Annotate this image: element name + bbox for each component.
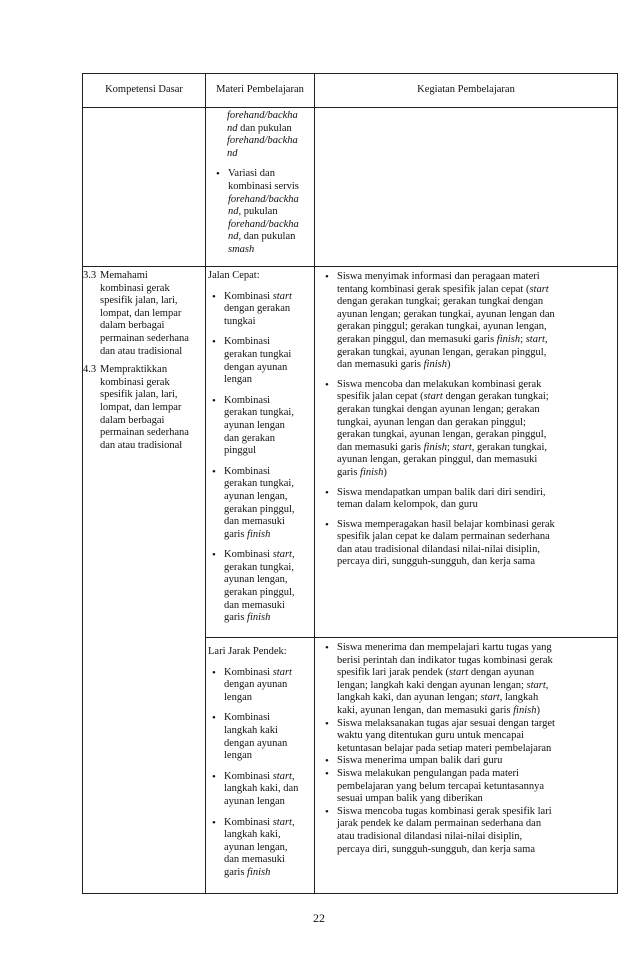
line: dalam berbagai	[100, 414, 165, 426]
line: kaki, ayunan lengan, dan memasuki garis finish)	[337, 704, 540, 716]
line: ayunan lengan,	[224, 490, 288, 502]
line: gerakan tungkai,	[224, 407, 294, 419]
materi-cell	[206, 267, 315, 638]
line: gerakan tungkai,	[224, 561, 294, 573]
kd-item	[83, 270, 205, 358]
line: Variasi dan	[228, 168, 275, 180]
materi-carry-text	[227, 110, 314, 160]
list-item	[210, 168, 314, 256]
line: gerakan pinggul,	[224, 503, 295, 515]
materi-cell	[206, 638, 315, 894]
line: gerakan tungkai, ayunan lengan, gerakan pinggul,	[337, 346, 547, 358]
line: permainan sederhana	[100, 332, 189, 344]
line: dan memasuki garis finish; start, gerakan tungkai,	[337, 441, 547, 453]
list-item: • Kombinasi start dengan ayunan lengan	[206, 667, 314, 705]
line: gerakan pinggul,	[224, 587, 295, 599]
line: dengan ayunan	[224, 737, 288, 749]
header-kompetensi: Kompetensi Dasar	[83, 74, 206, 108]
line: ayunan lengan,	[224, 841, 288, 853]
list-item	[319, 487, 613, 512]
line: kombinasi servis	[228, 180, 299, 192]
carry-line: nd	[227, 122, 238, 134]
line: Memahami	[100, 270, 148, 281]
carry-line: forehand/backha	[227, 135, 298, 147]
kd-text	[100, 270, 205, 358]
list-item	[319, 718, 613, 756]
line: Siswa menerima umpan balik dari guru	[337, 755, 503, 767]
list-item	[319, 642, 613, 718]
line: nd,	[228, 206, 242, 218]
line: Siswa memperagakan hasil belajar kombinasi gerak	[337, 518, 555, 530]
kegiatan-cell	[315, 267, 618, 638]
kd-text	[100, 364, 205, 452]
kd-cell	[83, 267, 206, 894]
line: ayunan lengan	[224, 419, 285, 431]
line: lengan; langkah kaki dengan ayunan lengan; start,	[337, 679, 549, 691]
line: spesifik lari jarak pendek (start dengan ayunan	[337, 667, 535, 679]
line: percaya diri, sungguh-sungguh, dan kerja sama	[337, 843, 535, 855]
line: lompat, dan lempar	[100, 401, 182, 413]
list-item	[319, 806, 613, 856]
list-item	[319, 755, 613, 768]
line: teman dalam kelompok, dan guru	[337, 499, 478, 511]
line: gerakan tungkai	[224, 348, 292, 360]
line: nd,	[228, 231, 242, 243]
line: ketuntasan belajar pada setiap materi pembelajaran	[337, 742, 552, 754]
line: lengan	[224, 750, 252, 762]
line: dengan ayunan	[224, 679, 288, 691]
line: ayunan lengan, gerakan pinggul, dan memasuki	[337, 454, 538, 466]
line: dengan gerakan	[224, 303, 291, 315]
line: kombinasi gerak	[100, 282, 170, 294]
line: dan atau tradisional dilandasi nilai-nilai disiplin,	[337, 543, 540, 555]
line: dan atau tradisional	[100, 345, 183, 357]
line: langkah kaki, dan ayunan lengan; start, langkah	[337, 692, 539, 704]
line: dan memasuki	[224, 599, 285, 611]
line: tungkai	[224, 315, 256, 327]
carry-line: dan pukulan	[237, 122, 292, 134]
list-item	[206, 395, 314, 458]
line: Siswa mencoba dan melakukan kombinasi gerak	[337, 378, 542, 390]
line: jarak pendek ke dalam permainan sederhana dan	[337, 818, 542, 830]
line: dan atau tradisional	[100, 439, 183, 451]
line: forehand/backha	[228, 193, 299, 205]
line: kombinasi gerak	[100, 376, 170, 388]
list-item	[319, 379, 613, 480]
line: waktu yang ditentukan guru untuk mencapai	[337, 730, 524, 742]
table-row	[83, 267, 618, 638]
kegiatan-cell	[315, 638, 618, 894]
list-item	[319, 519, 613, 569]
line: Siswa melaksanakan tugas ajar sesuai dengan target	[337, 717, 555, 729]
line: sesuai umpan balik yang diberikan	[337, 793, 483, 805]
line: pembelajaran yang belum tercapai ketuntasannya	[337, 780, 544, 792]
line: spesifik jalan, lari,	[100, 389, 178, 401]
line: dengan gerakan tungkai; gerakan tungkai dengan	[337, 296, 544, 308]
line: permainan sederhana	[100, 427, 189, 439]
line: dan memasuki garis finish)	[337, 359, 451, 371]
line: gerakan tungkai, ayunan lengan, gerakan pinggul,	[337, 429, 547, 441]
line: dan memasuki	[224, 854, 285, 866]
line: ayunan lengan,	[224, 574, 288, 586]
line: pukulan	[241, 206, 278, 218]
line: tungkai, ayunan lengan dan gerakan pinggul;	[337, 416, 526, 428]
table-row	[83, 108, 618, 267]
materi-cell	[206, 108, 315, 267]
line: garis finish)	[337, 466, 387, 478]
carry-line: nd	[227, 147, 238, 159]
line: spesifik jalan, lari,	[100, 295, 178, 307]
learning-table	[82, 73, 618, 894]
line: Siswa menerima dan mempelajari kartu tugas yang	[337, 642, 552, 653]
list-item: • Kombinasi start, langkah kaki, ayunan lengan, dan memasuki garis finish	[206, 817, 314, 880]
line: Kombinasi	[224, 394, 271, 406]
line: spesifik jalan cepat (start dengan gerakan tungkai;	[337, 391, 549, 403]
line: smash	[228, 243, 255, 255]
line: ayunan lengan; gerakan tungkai, ayunan lengan dan	[337, 308, 555, 320]
line: Kombinasi	[224, 465, 271, 477]
header-row	[83, 74, 618, 108]
list-item: • Kombinasi start, gerakan tungkai, ayunan lengan, gerakan pinggul, dan memasuki garis finish	[206, 549, 314, 625]
line: Siswa melakukan pengulangan pada materi	[337, 767, 519, 779]
line: gerakan pinggul, dan memasuki garis finish; start,	[337, 333, 548, 345]
line: atau tradisional dilandasi nilai-nilai disiplin,	[337, 830, 523, 842]
line: lompat, dan lempar	[100, 307, 182, 319]
line: percaya diri, sungguh-sungguh, dan kerja sama	[337, 556, 535, 568]
line: spesifik jalan cepat ke dalam permainan sederhana	[337, 531, 550, 543]
carry-line: forehand/backha	[227, 110, 298, 121]
header-materi: Materi Pembelajaran	[206, 74, 315, 108]
list-item: • Kombinasi start, langkah kaki, dan ayunan lengan	[206, 771, 314, 809]
line: lengan	[224, 374, 252, 386]
line: langkah kaki	[224, 724, 278, 736]
line: dalam berbagai	[100, 320, 165, 332]
line: Mempraktikkan	[100, 364, 168, 376]
kd-item	[83, 364, 205, 452]
line: dan gerakan	[224, 432, 276, 444]
line: lengan	[224, 691, 252, 703]
line: forehand/backha	[228, 218, 299, 230]
line: langkah kaki, dan	[224, 783, 299, 795]
list-item	[319, 271, 613, 372]
line: berisi perintah dan indikator tugas kombinasi gerak	[337, 654, 553, 666]
list-item	[206, 712, 314, 762]
line: dan pukulan	[241, 231, 296, 243]
kd-number: 4.3	[83, 364, 97, 376]
materi-title: Jalan Cepat:	[208, 270, 260, 281]
line: Kombinasi	[224, 336, 271, 348]
list-item	[319, 768, 613, 806]
line: tentang kombinasi gerak spesifik jalan cepat (start	[337, 283, 549, 295]
line: pinggul	[224, 445, 257, 457]
line: Siswa mencoba tugas kombinasi gerak spesifik lari	[337, 805, 552, 817]
line: gerakan pinggul; gerakan tungkai, ayunan lengan,	[337, 321, 547, 333]
line: dengan ayunan	[224, 361, 288, 373]
line: ayunan lengan	[224, 795, 285, 807]
kd-cell-empty	[83, 108, 206, 267]
list-item	[206, 336, 314, 386]
page-number: 22	[313, 911, 325, 925]
header-kegiatan: Kegiatan Pembelajaran	[315, 74, 618, 108]
line: gerakan tungkai,	[224, 478, 294, 490]
materi-title: Lari Jarak Pendek:	[208, 646, 287, 657]
line: gerakan tungkai dengan ayunan lengan; gerakan	[337, 403, 540, 415]
kegiatan-cell-empty	[315, 108, 618, 267]
line: Siswa menyimak informasi dan peragaan materi	[337, 271, 540, 282]
list-item: • Kombinasi start dengan gerakan tungkai	[206, 291, 314, 329]
line: langkah kaki,	[224, 829, 281, 841]
list-item: • Kombinasi gerakan tungkai, ayunan lengan, gerakan pinggul, dan memasuki garis finish	[206, 466, 314, 542]
line: Siswa mendapatkan umpan balik dari diri sendiri,	[337, 486, 546, 498]
line: Kombinasi	[224, 712, 271, 724]
kd-number: 3.3	[83, 270, 97, 281]
line: dan memasuki	[224, 516, 285, 528]
